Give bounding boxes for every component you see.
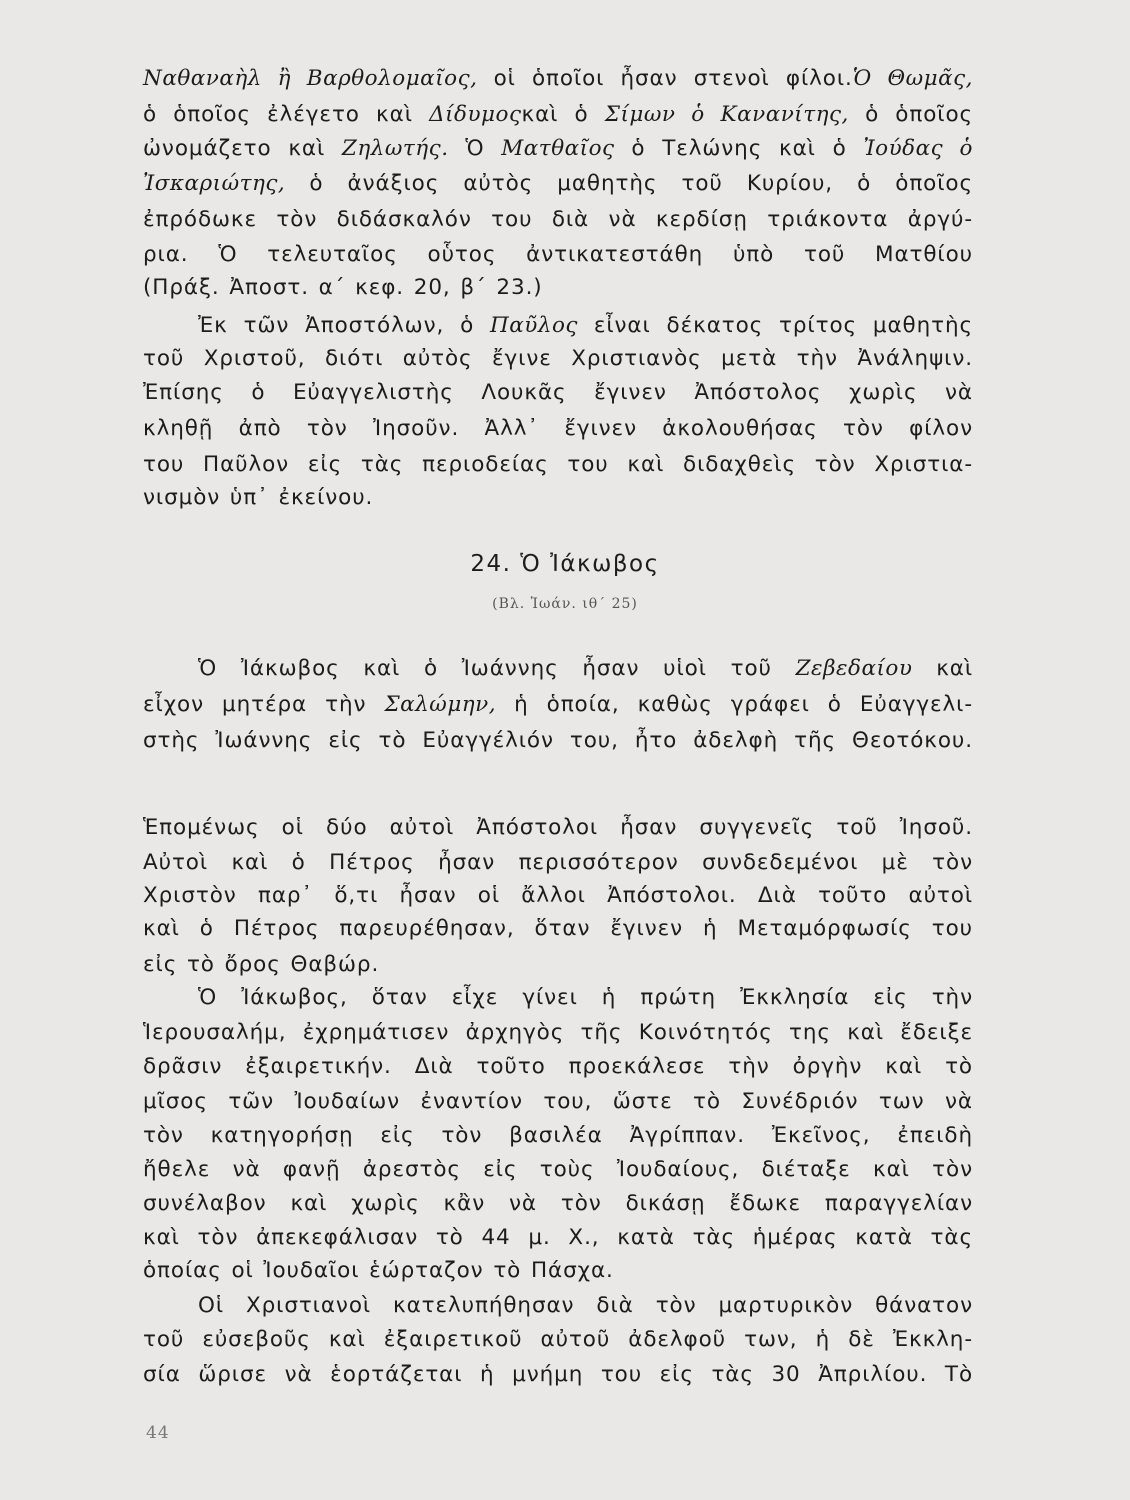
text-line: καὶ ὁ Πέτρος παρευρέθησαν, ὅταν ἔγινεν ἡ Μεταμόρφωσίς του: [143, 916, 973, 941]
text-line: ρια. Ὁ τελευταῖος οὗτος ἀντικατεστάθη ὑπὸ τοῦ Ματθίου: [143, 242, 973, 267]
text-span: Ζηλωτής.: [341, 136, 449, 161]
text-span: Σαλώμην,: [384, 692, 497, 717]
text-span: Ὁ Θωμᾶς,: [852, 66, 973, 91]
text-line: [143, 654, 973, 684]
text-line: κληθῇ ἀπὸ τὸν Ἰησοῦν. Ἀλλ᾽ ἔγινεν ἀκολουθήσας τὸν φίλον: [143, 416, 973, 441]
text-line: τοῦ εὐσεβοῦς καὶ ἐξαιρετικοῦ αὐτοῦ ἀδελφοῦ των, ἡ δὲ Ἐκκλη-: [143, 1327, 973, 1352]
text-line: [143, 311, 973, 341]
text-span: καὶ: [936, 656, 974, 681]
text-span: ὁ ὁποῖος: [865, 102, 974, 127]
text-span: εἶναι δέκατος τρίτος μαθητὴς: [593, 313, 973, 338]
text-span: Ὁ: [465, 136, 485, 161]
text-line: Ἱερουσαλήμ, ἐχρημάτισεν ἀρχηγὸς τῆς Κοινότητός της καὶ ἔδειξε: [143, 1020, 973, 1045]
section-reference: (Βλ. Ἰωάν. ιθ΄ 25): [492, 596, 638, 612]
text-span: Δίδυμος: [429, 102, 522, 127]
text-span: Ἰούδας ὁ: [863, 136, 973, 161]
text-span: εἶχον μητέρα τὴν: [143, 692, 367, 717]
text-line: Ἐπίσης ὁ Εὐαγγελιστὴς Λουκᾶς ἔγινεν Ἀπόστολος χωρὶς νὰ: [143, 380, 973, 405]
text-span: Σίμων ὁ Κανανίτης,: [604, 102, 849, 127]
text-span: ὁ ὁποῖος ἐλέγετο καὶ: [143, 102, 413, 127]
text-line: μῖσος τῶν Ἰουδαίων ἐναντίον του, ὥστε τὸ Συνέδριόν των νὰ: [143, 1089, 973, 1114]
text-span: Ὁ Ἰάκωβος καὶ ὁ Ἰωάννης ἦσαν υἱοὶ τοῦ: [198, 656, 772, 681]
text-line: [143, 100, 973, 130]
text-line: τοῦ Χριστοῦ, διότι αὐτὸς ἔγινε Χριστιανὸς μετὰ τὴν Ἀνάληψιν.: [143, 346, 973, 371]
text-line: [143, 64, 973, 94]
text-line: Ὁ Ἰάκωβος, ὅταν εἶχε γίνει ἡ πρώτη Ἐκκλησία εἰς τὴν: [198, 985, 973, 1010]
text-line: ἐπρόδωκε τὸν διδάσκαλόν του διὰ νὰ κερδίσῃ τριάκοντα ἀργύ-: [143, 207, 973, 232]
text-line: στὴς Ἰωάννης εἰς τὸ Εὐαγγέλιόν του, ἦτο ἀδελφὴ τῆς Θεοτόκου.: [143, 728, 973, 753]
text-span: οἱ ὁποῖοι ἦσαν στενοὶ φίλοι.: [493, 66, 853, 91]
text-span: ὁ ἀνάξιος αὐτὸς μαθητὴς τοῦ Κυρίου, ὁ ὁποῖος: [309, 171, 973, 196]
text-line: Χριστὸν παρ᾽ ὅ,τι ἦσαν οἱ ἄλλοι Ἀπόστολοι. Διὰ τοῦτο αὐτοὶ: [143, 883, 973, 908]
text-span: Ζεβεδαίου: [795, 656, 913, 681]
text-line: του Παῦλον εἰς τὰς περιοδείας του καὶ διδαχθεὶς τὸν Χριστια-: [143, 452, 973, 477]
text-span: καὶ ὁ: [521, 102, 589, 127]
text-line: δρᾶσιν ἐξαιρετικήν. Διὰ τοῦτο προεκάλεσε τὴν ὀργὴν καὶ τὸ: [143, 1054, 973, 1079]
text-line: νισμὸν ὑπ᾽ ἐκείνου.: [143, 485, 374, 510]
text-span: Ἐκ τῶν Ἀποστόλων, ὁ: [198, 313, 475, 338]
text-line: καὶ τὸν ἀπεκεφάλισαν τὸ 44 μ. Χ., κατὰ τὰς ἡμέρας κατὰ τὰς: [143, 1225, 973, 1250]
text-line: συνέλαβον καὶ χωρὶς κἂν νὰ τὸν δικάσῃ ἔδωκε παραγγελίαν: [143, 1191, 973, 1216]
text-line: τὸν κατηγορήσῃ εἰς τὸν βασιλέα Ἀγρίππαν. Ἐκεῖνος, ἐπειδὴ: [143, 1123, 973, 1148]
text-line: ὁποίας οἱ Ἰουδαῖοι ἑώρταζον τὸ Πάσχα.: [143, 1258, 614, 1283]
text-line: [143, 134, 973, 164]
text-span: ὁ Τελώνης καὶ ὁ: [631, 136, 847, 161]
text-span: ἡ ὁποία, καθὼς γράφει ὁ Εὐαγγελι-: [514, 692, 974, 717]
text-line: [143, 690, 973, 720]
text-line: Αὐτοὶ καὶ ὁ Πέτρος ἦσαν περισσότερον συνδεδεμένοι μὲ τὸν: [143, 850, 973, 875]
text-span: Ματθαῖος: [501, 136, 615, 161]
text-line: Οἱ Χριστιανοὶ κατελυπήθησαν διὰ τὸν μαρτυρικὸν θάνατον: [198, 1293, 973, 1318]
text-line: (Πράξ. Ἀποστ. α΄ κεφ. 20, β΄ 23.): [143, 275, 543, 300]
text-line: εἰς τὸ ὄρος Θαβώρ.: [143, 952, 380, 977]
text-line: ἤθελε νὰ φανῇ ἀρεστὸς εἰς τοὺς Ἰουδαίους, διέταξε καὶ τὸν: [143, 1157, 973, 1182]
text-span: Ἰσκαριώτης,: [143, 171, 286, 196]
section-heading: 24. Ὁ Ἰάκωβος: [470, 551, 660, 577]
text-line: [143, 169, 973, 199]
text-span: Παῦλος: [490, 313, 578, 338]
page-number: 44: [146, 1423, 170, 1443]
text-line: σία ὥρισε νὰ ἑορτάζεται ἡ μνήμη του εἰς τὰς 30 Ἀπριλίου. Τὸ: [143, 1362, 973, 1387]
text-span: Ναθαναὴλ ἢ Βαρθολομαῖος,: [143, 66, 478, 91]
text-span: ὠνομάζετο καὶ: [143, 136, 326, 161]
text-line: Ἑπομένως οἱ δύο αὐτοὶ Ἀπόστολοι ἦσαν συγγενεῖς τοῦ Ἰησοῦ.: [143, 815, 973, 840]
